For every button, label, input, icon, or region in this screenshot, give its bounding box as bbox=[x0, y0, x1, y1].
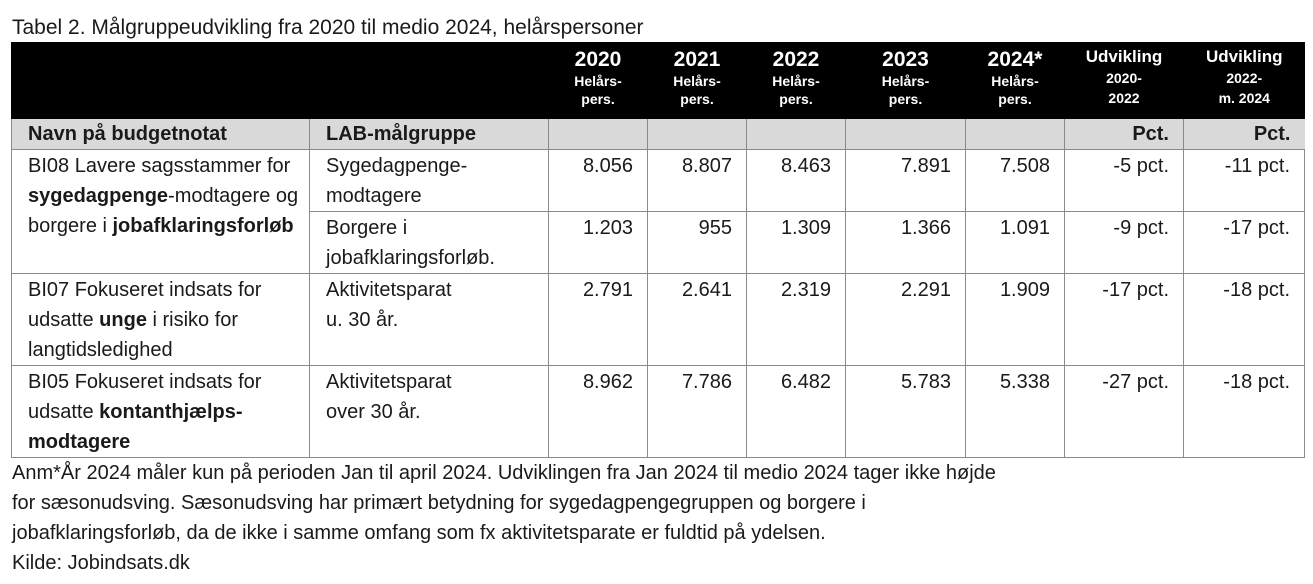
udvikling-2020-2022: -17 pct. bbox=[1065, 274, 1184, 366]
value-2020: 8.056 bbox=[549, 150, 648, 212]
note-line: jobafklaringsforløb, da de ikke i samme omfang som fx aktivitetsparate er fuldtid på ydelsen. bbox=[12, 522, 826, 544]
value-2020: 1.203 bbox=[549, 212, 648, 274]
header-row bbox=[12, 42, 1305, 119]
source-line: Kilde: Jobindsats.dk bbox=[12, 552, 190, 574]
table-note bbox=[12, 458, 996, 578]
value-2022: 1.309 bbox=[747, 212, 846, 274]
header-blank-group bbox=[310, 42, 549, 119]
target-group: Sygedagpenge- modtagere bbox=[310, 150, 549, 212]
header-year-2024: 2024* Helårs- pers. bbox=[966, 42, 1065, 119]
value-2023: 7.891 bbox=[846, 150, 966, 212]
value-2020: 2.791 bbox=[549, 274, 648, 366]
value-2022: 2.319 bbox=[747, 274, 846, 366]
header-year-2023: 2023 Helårs- pers. bbox=[846, 42, 966, 119]
value-2024: 5.338 bbox=[966, 366, 1065, 458]
table-row bbox=[12, 274, 1305, 366]
target-group: Aktivitetsparat over 30 år. bbox=[310, 366, 549, 458]
target-group: Aktivitetsparat u. 30 år. bbox=[310, 274, 549, 366]
udvikling-2022-2024: -11 pct. bbox=[1184, 150, 1305, 212]
value-2021: 2.641 bbox=[648, 274, 747, 366]
value-2022: 8.463 bbox=[747, 150, 846, 212]
udvikling-2020-2022: -5 pct. bbox=[1065, 150, 1184, 212]
budget-note-name: BI08 Lavere sagsstammer for sygedagpenge-modtagere og borgere i jobafklaringsforløb bbox=[12, 150, 310, 274]
subheader-row bbox=[12, 119, 1305, 150]
value-2024: 1.091 bbox=[966, 212, 1065, 274]
udvikling-2022-2024: -17 pct. bbox=[1184, 212, 1305, 274]
subheader-group: LAB-målgruppe bbox=[310, 119, 549, 150]
target-group-table bbox=[11, 42, 1305, 458]
value-2023: 1.366 bbox=[846, 212, 966, 274]
note-line: Anm*År 2024 måler kun på perioden Jan til april 2024. Udviklingen fra Jan 2024 til medio 2024 tager ikke højde bbox=[12, 462, 996, 484]
header-blank-name bbox=[12, 42, 310, 119]
value-2021: 955 bbox=[648, 212, 747, 274]
table-row bbox=[12, 150, 1305, 212]
header-year-2022: 2022 Helårs- pers. bbox=[747, 42, 846, 119]
subheader-pct: Pct. bbox=[1184, 119, 1305, 150]
value-2021: 8.807 bbox=[648, 150, 747, 212]
header-udvikling-2020-2022: Udvikling 2020- 2022 bbox=[1065, 42, 1184, 119]
budget-note-name: BI07 Fokuseret indsats for udsatte unge i risiko for langtidsledighed bbox=[12, 274, 310, 366]
value-2023: 5.783 bbox=[846, 366, 966, 458]
header-year-2020: 2020 Helårs- pers. bbox=[549, 42, 648, 119]
udvikling-2020-2022: -9 pct. bbox=[1065, 212, 1184, 274]
value-2023: 2.291 bbox=[846, 274, 966, 366]
subheader-name: Navn på budgetnotat bbox=[12, 119, 310, 150]
value-2024: 7.508 bbox=[966, 150, 1065, 212]
header-year-2021: 2021 Helårs- pers. bbox=[648, 42, 747, 119]
note-line: for sæsonudsving. Sæsonudsving har primært betydning for sygedagpengegruppen og borgere i bbox=[12, 492, 866, 514]
table-title: Tabel 2. Målgruppeudvikling fra 2020 til medio 2024, helårspersoner bbox=[12, 16, 644, 39]
value-2020: 8.962 bbox=[549, 366, 648, 458]
header-udvikling-2022-2024: Udvikling 2022- m. 2024 bbox=[1184, 42, 1305, 119]
value-2021: 7.786 bbox=[648, 366, 747, 458]
table-row bbox=[12, 366, 1305, 458]
value-2024: 1.909 bbox=[966, 274, 1065, 366]
udvikling-2022-2024: -18 pct. bbox=[1184, 366, 1305, 458]
udvikling-2022-2024: -18 pct. bbox=[1184, 274, 1305, 366]
udvikling-2020-2022: -27 pct. bbox=[1065, 366, 1184, 458]
subheader-pct: Pct. bbox=[1065, 119, 1184, 150]
budget-note-name: BI05 Fokuseret indsats for udsatte kontanthjælps- modtagere bbox=[12, 366, 310, 458]
target-group: Borgere i jobafklaringsforløb. bbox=[310, 212, 549, 274]
value-2022: 6.482 bbox=[747, 366, 846, 458]
